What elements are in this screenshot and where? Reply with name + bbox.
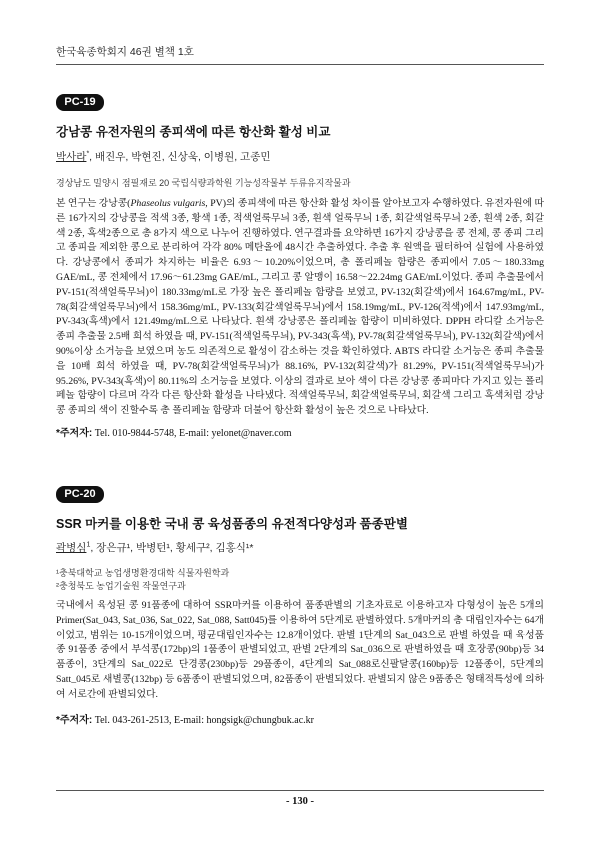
co-authors: , 장은규¹, 박병턴¹, 황세구², 김홍식¹* [90, 542, 254, 554]
first-author: 박사라 [56, 151, 87, 163]
abstract-title: SSR 마커를 이용한 국내 콩 육성품종의 유전적다양성과 품종판별 [56, 517, 408, 531]
footer-divider [56, 790, 544, 791]
author-mark: 1 [86, 541, 91, 549]
contact-details: Tel. 043-261-2513, E-mail: hongsigk@chungbuk.ac.kr [94, 715, 315, 726]
affiliation: 경상남도 밀양시 점필재로 20 국립식량과학원 기능성작물부 두류유지작물과 [56, 178, 351, 188]
contact-label: *주저자: [56, 715, 93, 726]
contact-label: *주저자: [56, 428, 93, 439]
body-text-start: 본 연구는 강낭콩( [56, 198, 131, 209]
abstract-body [56, 197, 544, 419]
first-author: 곽병심 [56, 542, 87, 554]
contact-details: Tel. 010-9844-5748, E-mail: yelonet@naver.com [94, 428, 292, 439]
abstract-badge: PC-20 [56, 486, 104, 503]
journal-header: 한국육종학회지 46권 별책 1호 [56, 46, 194, 58]
body-text-rest: , PV)의 종피색에 따른 항산화 활성 차이를 알아보고자 수행하였다. 유전자원에 따른 16가지의 강낭콩을 적색 3종, 황색 1종, 적색얼룩무늬 3종, 흰색 얼룩무늬 1종, 회갈색얼룩무늬 2종, 흰색 2종, 회갈색 2종, 흑색2종으로 총 8가지 색으로 나누어 진행하였다. 연구결과를 요약하면 16가지 강낭콩을 콩 전체, 콩 종피 그리고 종피을 제외한 콩으로 분리하여 각각 80% 메탄올에 48시간 추출하였다. 추출 후 원액을 필터하여 실험에 사용하였다. 강낭콩에서 종피가 차지하는 비율은 6.93～10.20%이었으며, 총 폴리페놀 함량은 종피에서 7.05～180.33mg GAE/mL, 콩 전체에서 17.96～61.23mg GAE/mL, 그리고 콩 알맹이 16.58～22.24mg GAE/mL이었다. 종피 추출물에서 PV-151(적색얼룩무늬)이 180.33mg/mL로 가장 높은 폴리페놀 함량을 보였고, PV-132(회갈색)에서 164.67mg/mL, PV-78(회갈색얼룩무늬)에서 158.36mg/mL, PV-133(회갈색얼룩무늬)에서 158.19mg/mL, PV-126(적색)에서 147.93mg/mL, PV-343(흑색)에서 121.49mg/mL으로 나타났다. 흰색 강낭콩은 폴리페놀 함량이 미비하였다. DPPH 라디칼 소거능은 종피 추출물 2.5배 희석 하였을 때, PV-151(적색얼룩무늬), PV-343(흑색), PV-78(회갈색얼룩무늬), PV-132(회갈색)에서 90%이상 소거능을 보였으며 농도 의존적으로 활성이 감소하는 것을 확인하였다. ABTS 라디칼 소거능은 종피 추출물을 10배 희석 하였을 때, PV-78(회갈색얼룩무늬)가 88.16%, PV-132(회갈색)가 81.29%, PV-151(적색얼룩무늬)가 95.26%, PV-343(흑색)이 80.11%의 소거능을 보였다. 이상의 결과로 보아 색이 다른 강낭콩 종피마다 가지고 있는 폴리페놀 함량이 다르며 각각 다른 항산화 활성을 나타냈다. 적색얼룩무늬, 회갈색얼룩무늬, 회갈색 그리고 흑색처럼 강낭콩 종피의 색이 진할수록 총 폴리페놀 함량과 더불어 항산화 활성이 높은 것으로 나타났다. [56, 198, 544, 417]
contact-info [56, 711, 314, 726]
affiliation: ¹충북대학교 농업생명환경대학 식물자원학과 [56, 568, 230, 578]
abstract-body: 국내에서 육성된 콩 91품종에 대하여 SSR마커를 이용하여 품종판별의 기초자료로 이용하고자 다형성이 높은 5개의 Primer(Sat_043, Sat_036, Sat_022, Sat_088, Satt045)를 이용하여 5단계로 판별하였다. 5개마커의 총 대립인자수는 64개이었고, 범위는 10-15개이었으며, 평균대립인자수는 12.8개이었다. 판별 1단계의 Sat_043으로 판별 하였을 때 육성품종 91품종 중에서 부석콩(172bp)의 1품종이 판별되었고, 판별 2단계의 Sat_036으로 판별하였을 때 호장콩(90bp)등 34품종이, 3단계의 Sat_022로 단경콩(230bp)등 29품종이, 4단계의 Sat_088로신팔달콩(160bp)등 12품종이, 5단계의 Satt_045로 새별콩(132bp) 등 6품종이 판별되었으며, 82품종이 판별되었다. 판별되지 않은 9품종은 형태적특성에 의하여 서로간에 판별되었다. [56, 600, 544, 700]
co-authors: , 배진우, 박현진, 신상욱, 이병원, 고종민 [89, 151, 271, 163]
affiliation: ²충청북도 농업기술원 작물연구과 [56, 581, 186, 591]
abstract-title: 강남콩 유전자원의 종피색에 따른 항산화 활성 비교 [56, 125, 331, 139]
affiliation-list [56, 567, 229, 593]
contact-info [56, 424, 292, 439]
page-number: - 130 - [286, 796, 314, 807]
author-list [56, 540, 253, 555]
species-name: Phaseolus vulgaris [130, 198, 206, 209]
author-mark: * [86, 150, 90, 158]
header-divider [56, 64, 544, 65]
author-list [56, 149, 271, 164]
abstract-badge: PC-19 [56, 94, 104, 111]
